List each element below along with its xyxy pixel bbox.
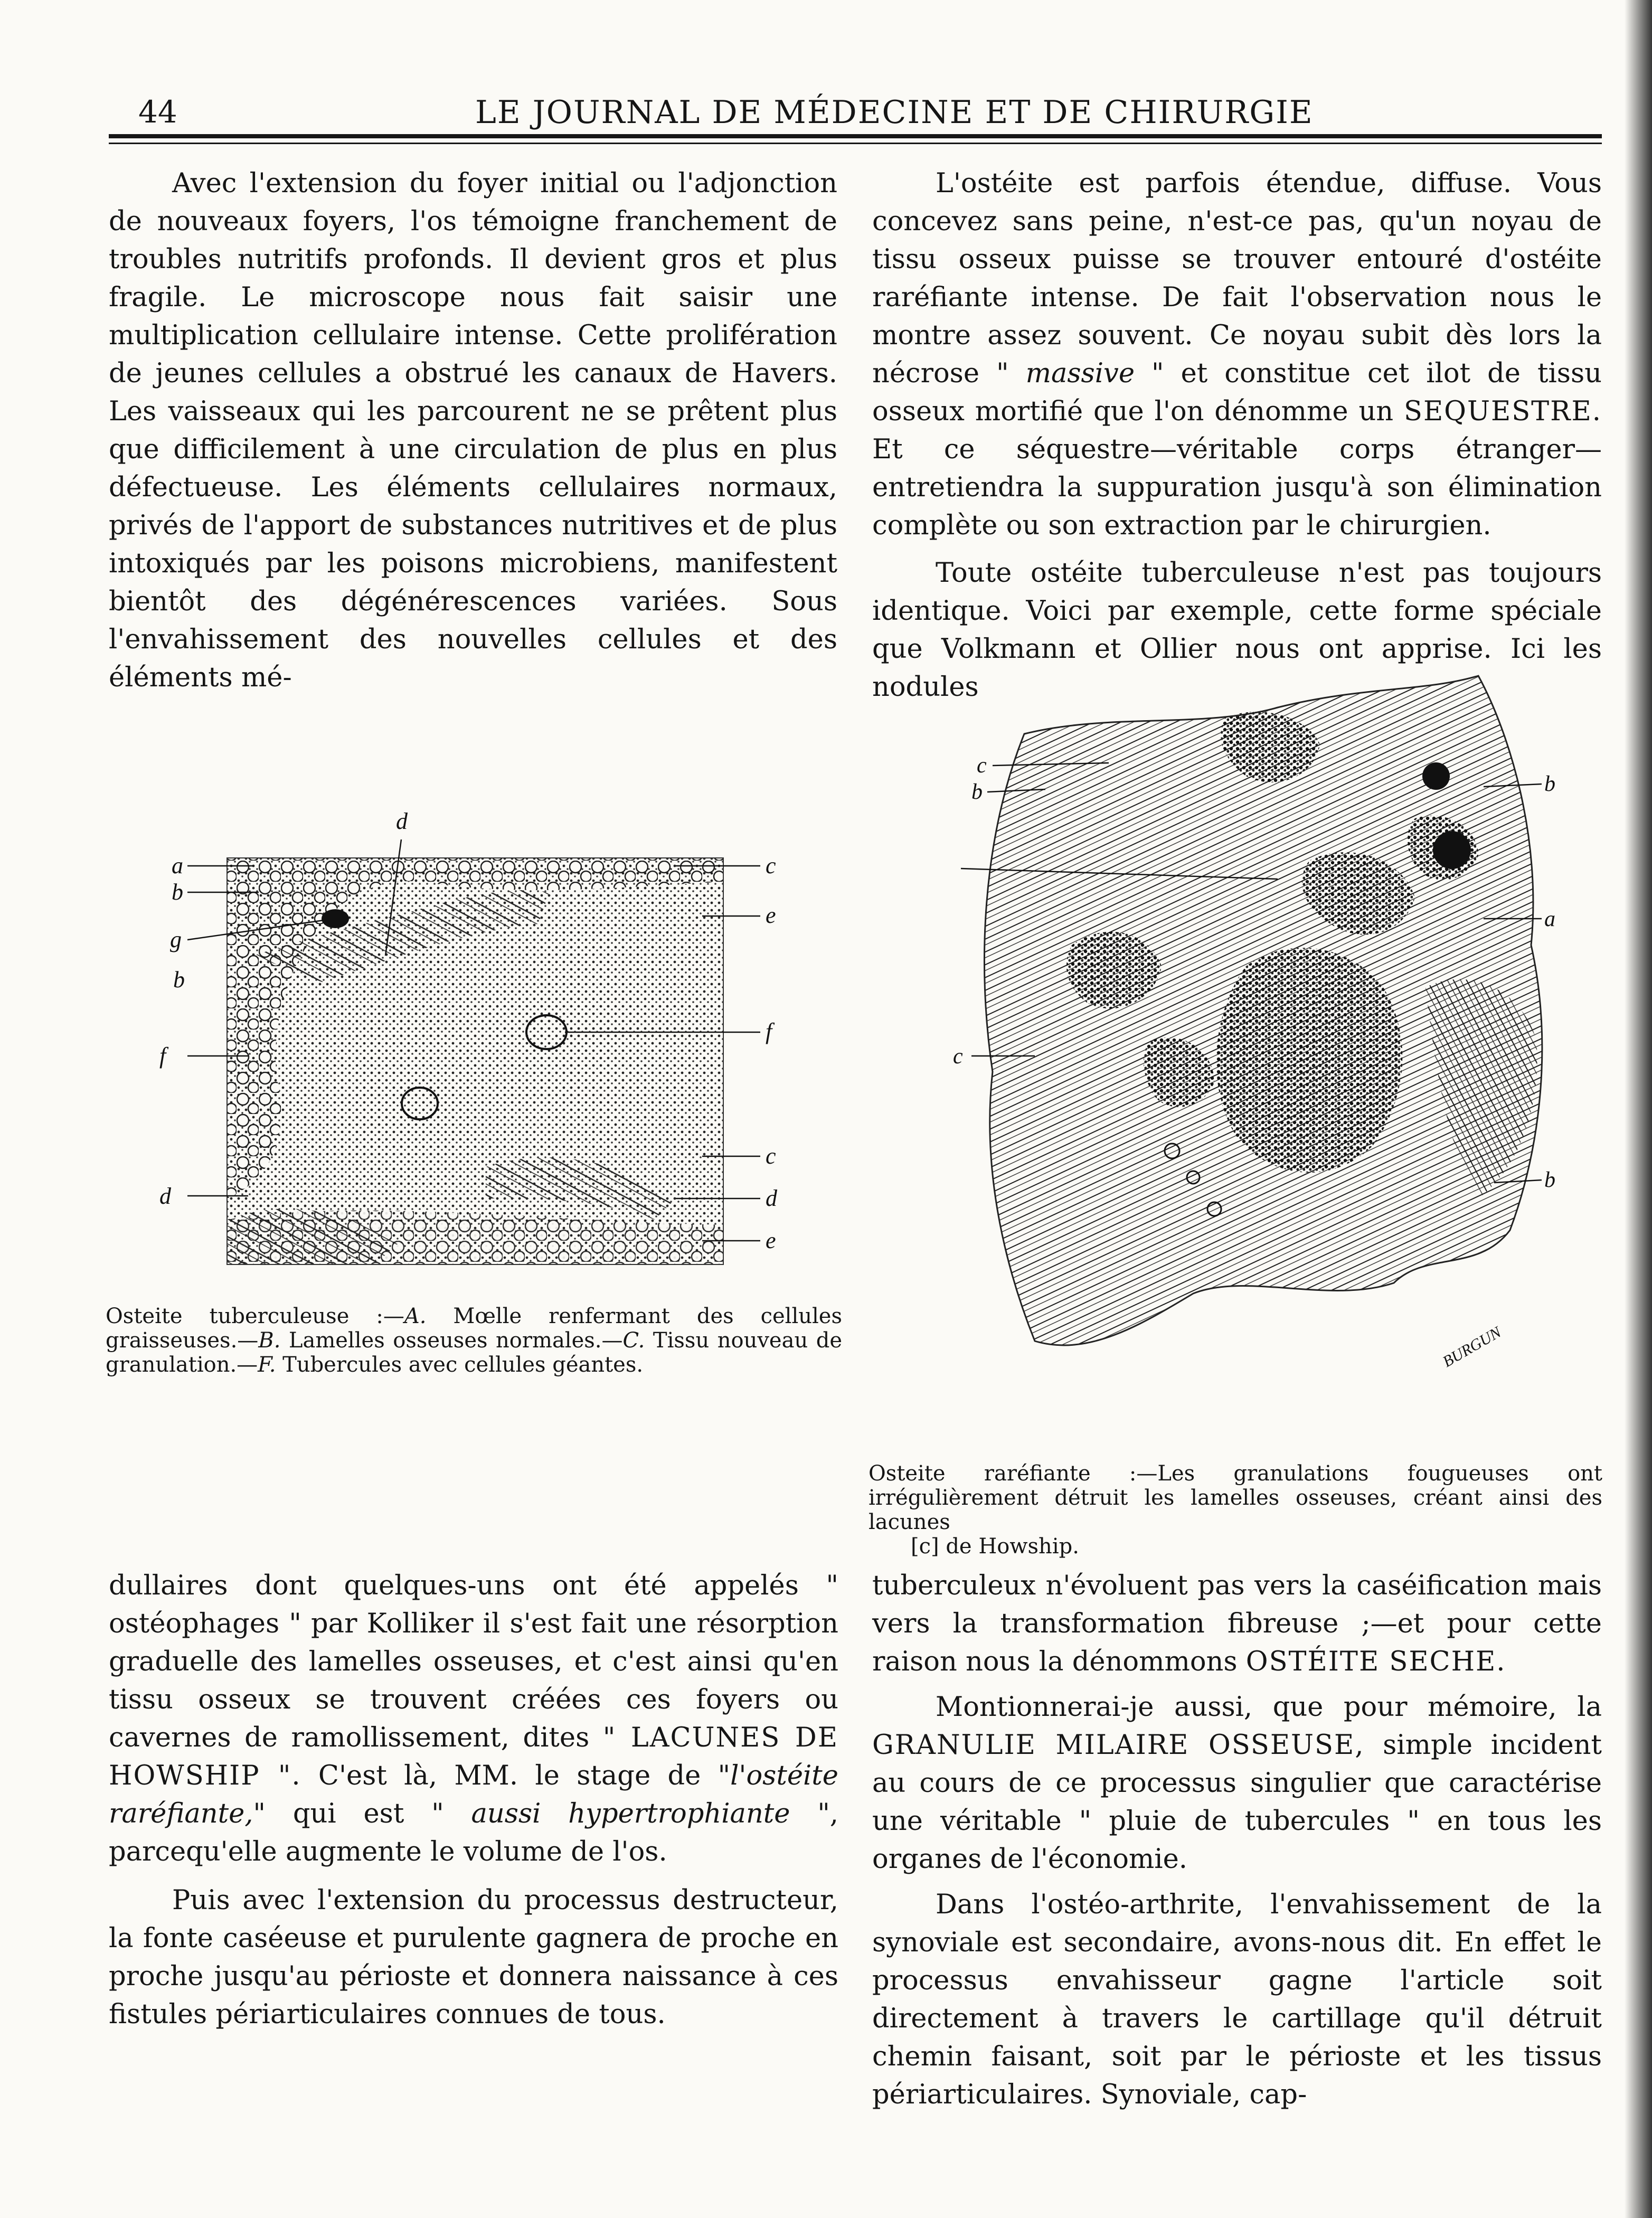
fig-label: d <box>159 1183 171 1209</box>
fig-label: f <box>159 1043 166 1069</box>
fig-label: a <box>1544 907 1555 931</box>
text-run: L'ostéite est parfois étendue, diffuse. Vous concevez sans peine, n'est-ce pas, qu'un noyau de tissu osseux puisse se trouver entouré d'ostéite raréfiante intense. De fait l'observation nous le montre assez souvent. Ce noyau subit dès lors la nécrose <box>872 168 1602 389</box>
fig-label: b <box>971 780 983 804</box>
header-rule-thin <box>109 143 1602 144</box>
page-number: 44 <box>138 94 177 130</box>
text-run: Montionnerai-je aussi, que pour mémoire, la <box>936 1692 1602 1723</box>
figure-right-caption <box>869 1461 1602 1559</box>
caption-text: Tubercules avec cellules géantes. <box>276 1353 644 1377</box>
right-column-bottom <box>872 1567 1602 2114</box>
caption-italic: C. <box>622 1328 645 1353</box>
text-run: C'est là, MM. le stage de <box>301 1760 718 1791</box>
text-run: Et ce séquestre—véritable corps étranger—entretiendra la suppuration jusqu'à son élimination complète ou son extraction par le chirurgien. <box>872 434 1602 541</box>
sequestre-term: SEQUESTRE. <box>1404 396 1602 427</box>
engraver-signature: BURGUN <box>1440 1323 1504 1371</box>
journal-title: LE JOURNAL DE MÉDECINE ET DE CHIRURGIE <box>475 94 1314 131</box>
page-edge-shadow <box>1625 0 1652 2218</box>
fig-label: d <box>766 1185 777 1211</box>
fig-label: c <box>766 1143 776 1169</box>
text-run: qui est <box>265 1798 432 1829</box>
fig-label: d <box>396 808 408 834</box>
figure-osteite-tuberculeuse <box>148 797 834 1304</box>
right-column-top <box>872 165 1602 706</box>
giant-cell <box>322 909 349 928</box>
fig-label: e <box>766 1228 776 1253</box>
text-run: simple incident au cours de ce processus singulier que caractérise une véritable " pluie de tubercules " en tous les organes de l'économie. <box>872 1730 1602 1875</box>
fig-label: g <box>170 927 182 952</box>
paragraph <box>872 165 1602 545</box>
paragraph: Avec l'extension du foyer initial ou l'adjonction de nouveaux foyers, l'os témoigne franchement de troubles nutritifs profonds. Il devient gros et plus fragile. Le microscope nous fait saisir une multiplication cellulaire intense. Cette prolifération de jeunes cellules a obstrué les canaux de Havers. Les vaisseaux qui les parcourent ne se prêtent plus que difficilement à une circulation de plus en plus défectueuse. Les éléments cellulaires normaux, privés de l'apport de substances nutritives et de plus intoxiqués par les poisons microbiens, manifestent bientôt des dégénérescences variées. Sous l'envahissement des nouvelles cellules et des éléments mé- <box>109 168 837 693</box>
paragraph: Puis avec l'extension du processus destructeur, la fonte caséeuse et purulente gagnera de proche en proche jusqu'au périoste et donnera naissance à ces fistules périarticulaires connues de tous. <box>109 1885 838 2030</box>
paragraph <box>872 1688 1602 1879</box>
caption-text: [c] de Howship. <box>911 1534 1079 1559</box>
osteite-seche-term: OSTÉITE SECHE. <box>1245 1646 1506 1677</box>
caption-text: Tissu nouveau de granulation.— <box>106 1328 843 1377</box>
paragraph <box>109 1567 838 1871</box>
howship-lacuna <box>1422 762 1450 790</box>
text-run: dullaires dont quelques-uns ont été appelés " ostéophages " par Kolliker il s'est fait une résorption graduelle des lamelles osseuses, et c'est ainsi qu'en tissu osseux se trouvent créées ces foyers ou cavernes de ramollissement, dites <box>109 1570 838 1753</box>
fig-label: f <box>766 1018 772 1044</box>
italic-massive: " massive " <box>996 358 1164 389</box>
caption-text: Lamelles osseuses normales.— <box>280 1328 623 1353</box>
fig-label: a <box>172 853 183 879</box>
fig-label: e <box>766 902 776 928</box>
text-run: tuberculeux n'évoluent pas vers la caséification mais vers la transformation fibreuse ;—et pour cette raison nous la dénommons <box>872 1570 1602 1677</box>
howship-lacuna <box>1433 831 1471 869</box>
paragraph: Toute ostéite tuberculeuse n'est pas toujours identique. Voici par exemple, cette forme spéciale que Volkmann et Ollier nous ont apprise. Ici les nodules <box>872 558 1602 703</box>
caption-italic: F. <box>258 1353 276 1377</box>
fig-label: b <box>1544 1168 1555 1192</box>
header-rule-thick <box>109 134 1602 138</box>
fig-label: c <box>766 853 776 879</box>
granulation-mass <box>1216 948 1402 1173</box>
caption-text: Osteite raréfiante :—Les granulations fougueuses ont irrégulièrement détruit les lamelles osseuses, créant ainsi des lacunes <box>869 1461 1602 1534</box>
figure-left-caption <box>106 1304 842 1377</box>
lacunes-term: " LACUNES DE HOWSHIP ". <box>109 1722 838 1791</box>
caption-italic: B. <box>258 1328 281 1353</box>
caption-text: Osteite tuberculeuse :— <box>106 1304 404 1328</box>
text-run: , parcequ'elle augmente le volume de l'os. <box>109 1798 838 1867</box>
fig-label: b <box>1544 772 1555 796</box>
left-column-top <box>109 165 837 697</box>
italic-rarefiante: "l'ostéite raréfiante," <box>109 1760 838 1829</box>
paragraph <box>872 1567 1602 1681</box>
fig-label: c <box>977 753 987 778</box>
caption-italic: A. <box>404 1304 427 1328</box>
fig-label: b <box>172 879 183 905</box>
fig-label: b <box>173 967 185 993</box>
italic-hypertrophiante: " aussi hypertrophiante " <box>431 1798 830 1829</box>
fig-label: c <box>953 1044 963 1069</box>
caption-text: Mœlle renfermant des cellules graisseuses.— <box>106 1304 843 1353</box>
granulie-term: GRANULIE MILAIRE OSSEUSE, <box>872 1730 1365 1761</box>
left-column-bottom <box>109 1567 838 2034</box>
text-run: et constitue cet ilot de tissu osseux mortifié que l'on dénomme un <box>872 358 1602 427</box>
figure-osteite-rarefiante <box>950 671 1573 1452</box>
paragraph: Dans l'ostéo-arthrite, l'envahissement de la synoviale est secondaire, avons-nous dit. En effet le processus envahisseur gagne l'article soit directement à travers le cartillage qu'il détruit chemin faisant, soit par le périoste et les tissus périarticulaires. Synoviale, cap- <box>872 1889 1602 2110</box>
